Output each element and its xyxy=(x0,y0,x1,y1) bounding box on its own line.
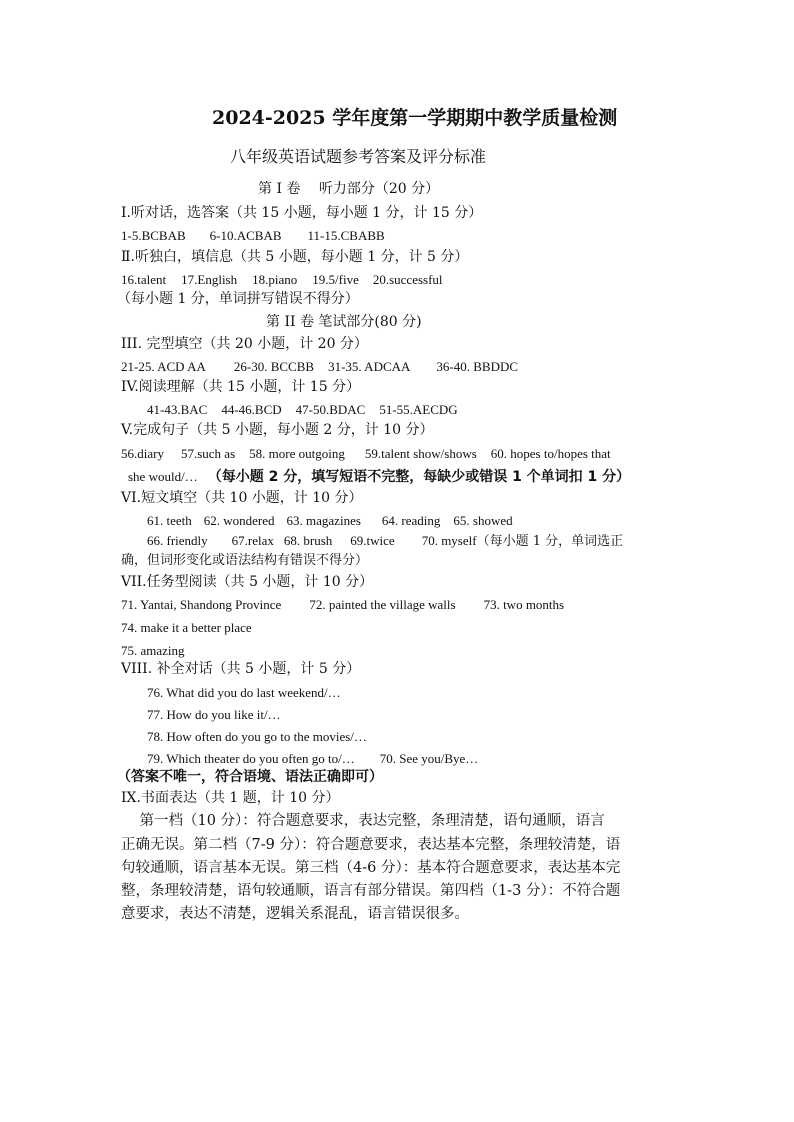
answer: 47-50.BDAC xyxy=(295,402,366,417)
answer: 68. brush xyxy=(283,533,333,548)
section9-text-line: 第一档（10 分）：符合题意要求，表达完整，条理清楚，语句通顺，语言 xyxy=(125,813,605,829)
section5-note: （每小题 2 分，填写短语不完整，每缺少或错误 1 个单词扣 1 分） xyxy=(207,469,631,485)
section5-answers-line1 xyxy=(121,447,611,460)
section7-answers-line1 xyxy=(121,598,564,611)
answer: 64. reading xyxy=(381,513,441,528)
section3-heading: III. 完型填空（共 20 小题，计 20 分） xyxy=(121,336,368,352)
answer: 58. more outgoing xyxy=(249,446,345,461)
section9-text-line: 句较通顺，语言基本无误。第三档（4-6 分）：基本符合题意要求，表达基本完 xyxy=(121,860,621,876)
section8-note: （答案不唯一，符合语境、语法正确即可） xyxy=(117,769,383,785)
answer: 18.piano xyxy=(252,272,298,287)
section9-text-line: 正确无误。第二档（7-9 分）：符合题意要求，表达基本完整，条理较清楚，语 xyxy=(121,837,621,853)
section2-note: （每小题 1 分，单词拼写错误不得分） xyxy=(117,291,359,307)
section8-heading: VIII. 补全对话（共 5 小题，计 5 分） xyxy=(121,661,361,677)
answer: 67.relax xyxy=(231,533,274,548)
answer: 70. myself xyxy=(421,533,477,548)
answer: 16.talent xyxy=(121,272,167,287)
section6-answers-line2 xyxy=(147,534,623,548)
page-subtitle: 八年级英语试题参考答案及评分标准 xyxy=(230,147,487,166)
answer: 60. hopes to/hopes that xyxy=(490,446,611,461)
answer: 31-35. ADCAA xyxy=(328,359,411,374)
section1-answers xyxy=(121,229,385,242)
answer: 44-46.BCD xyxy=(221,402,282,417)
part1-heading: 第 I 卷 听力部分（20 分） xyxy=(258,181,440,197)
answer: 69.twice xyxy=(350,533,395,548)
answer: 59.talent show/shows xyxy=(364,446,477,461)
section2-heading: Ⅱ.听独白，填信息（共 5 小题，每小题 1 分，计 5 分） xyxy=(121,249,469,265)
answer: 61. teeth xyxy=(147,513,192,528)
section6-note-b: 确，但词形变化或语法结构有错误不得分） xyxy=(121,553,369,568)
answer: 63. magazines xyxy=(286,513,361,528)
answer: 79. Which theater do you often go to/… xyxy=(147,751,355,766)
section4-heading: IV.阅读理解（共 15 小题，计 15 分） xyxy=(121,379,361,395)
answer: 19.5/five xyxy=(312,272,359,287)
section5-heading: V.完成句子（共 5 小题，每小题 2 分，计 10 分） xyxy=(121,422,434,438)
section8-answer: 78. How often do you go to the movies/… xyxy=(147,729,367,744)
section4-answers xyxy=(147,403,458,416)
answer: 72. painted the village walls xyxy=(309,597,456,612)
answer: 41-43.BAC xyxy=(147,402,208,417)
answer: 51-55.AECDG xyxy=(379,402,458,417)
section6-note-a: （每小题 1 分，单词选正 xyxy=(476,534,624,549)
section9-text-line: 整，条理较清楚，语句较通顺，语言有部分错误。第四档（1-3 分）：不符合题 xyxy=(121,883,621,899)
answer: 11-15.CBABB xyxy=(307,228,385,243)
answer: 21-25. ACD AA xyxy=(121,359,206,374)
answer: 20.successful xyxy=(372,272,443,287)
section6-heading: VI.短文填空（共 10 小题，计 10 分） xyxy=(121,490,363,506)
answer: 56.diary xyxy=(121,446,164,461)
answer: 71. Yantai, Shandong Province xyxy=(121,597,282,612)
section2-answers xyxy=(121,273,443,286)
answer: 17.English xyxy=(181,272,238,287)
section9-heading: IX.书面表达（共 1 题，计 10 分） xyxy=(121,790,340,806)
page-title: 2024-2025 学年度第一学期期中教学质量检测 xyxy=(212,107,618,129)
answer: 1-5.BCBAB xyxy=(121,228,186,243)
section5-answers-line2 xyxy=(128,470,630,484)
section3-answers xyxy=(121,360,518,373)
answer: 73. two months xyxy=(483,597,565,612)
answer: 57.such as xyxy=(180,446,236,461)
section7-heading: VII.任务型阅读（共 5 小题，计 10 分） xyxy=(121,574,374,590)
section9-text-line: 意要求，表达不清楚，逻辑关系混乱，语言错误很多。 xyxy=(121,906,469,922)
section8-answer: 76. What did you do last weekend/… xyxy=(147,685,341,700)
section6-answers-line1 xyxy=(147,514,513,527)
answer: 62. wondered xyxy=(203,513,275,528)
answer: 70. See you/Bye… xyxy=(379,751,479,766)
answer: 36-40. BBDDC xyxy=(436,359,519,374)
section8-answers-last xyxy=(147,752,478,765)
answer: she would/… xyxy=(128,469,198,484)
answer: 26-30. BCCBB xyxy=(233,359,315,374)
section1-heading: I.听对话，选答案（共 15 小题，每小题 1 分，计 15 分） xyxy=(121,205,483,221)
part2-heading: 第 II 卷 笔试部分(80 分) xyxy=(266,314,422,330)
section8-answer: 77. How do you like it/… xyxy=(147,707,281,722)
answer: 6-10.ACBAB xyxy=(209,228,282,243)
section7-answer-75: 75. amazing xyxy=(121,643,185,658)
section7-answer-74: 74. make it a better place xyxy=(121,620,252,635)
answer: 66. friendly xyxy=(147,533,208,548)
answer: 65. showed xyxy=(453,513,513,528)
